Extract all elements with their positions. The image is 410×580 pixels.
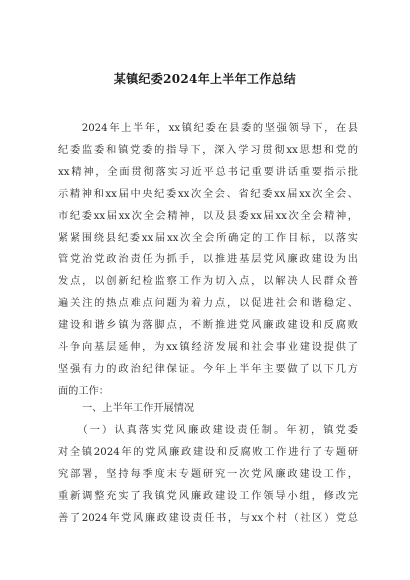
text-line: 坚强有力的政治纪律保证。今年上半年主要做了以下几方 (58, 363, 358, 375)
text-line: 重新调整充实了我镇党风廉政建设工作领导小组，修改完 (58, 490, 358, 502)
text-line: 遍关注的热点难点问题为着力点，以促进社会和谐稳定、 (58, 298, 358, 310)
text-line: 斗争向基层延伸，为xx镇经济发展和社会事业建设提供了 (58, 342, 358, 354)
text-line: 善了2024年党风廉政建设责任书，与xx个村（社区）党总 (58, 512, 358, 524)
text-line: 市纪委xx届xx次全会精神，以及县委xx届xx次全会精神， (58, 210, 358, 222)
paragraph-section-1 (58, 420, 358, 530)
text-line: 究部署，坚持每季度末专题研究一次党风廉政建设工作， (58, 468, 358, 480)
text-line: 紧紧围绕县纪委xx届xx次全会所确定的工作目标，以落实 (58, 232, 358, 244)
text-line: 管党治党政治责任为抓手，以推进基层党风廉政建设为出 (58, 254, 358, 266)
text-line: 对全镇2024年的党风廉政建设和反腐败工作进行了专题研 (58, 446, 358, 458)
text-line: 纪委监委和镇党委的指导下，深入学习贯彻xx思想和党的 (58, 144, 358, 156)
paragraph-intro (58, 118, 358, 403)
text-line: xx精神，全面贯彻落实习近平总书记重要讲话重要指示批 (58, 166, 358, 178)
text-line: （一）认真落实党风廉政建设责任制。年初，镇党委 (58, 425, 358, 436)
text-line: 发点，以创新纪检监察工作为切入点，以解决人民群众普 (58, 276, 358, 288)
section-heading: 一、上半年工作开展情况 (82, 403, 195, 414)
text-line: 2024年上半年，xx镇纪委在县委的坚强领导下，在县 (58, 123, 358, 134)
text-line: 示精神和xx届中央纪委xx次全会、省纪委xx届xx次全会、 (58, 188, 358, 200)
text-line: 面的工作： (58, 385, 109, 397)
document-title: 某镇纪委2024年上半年工作总结 (113, 72, 297, 86)
text-line: 建设和谐乡镇为落脚点，不断推进党风廉政建设和反腐败 (58, 320, 358, 332)
